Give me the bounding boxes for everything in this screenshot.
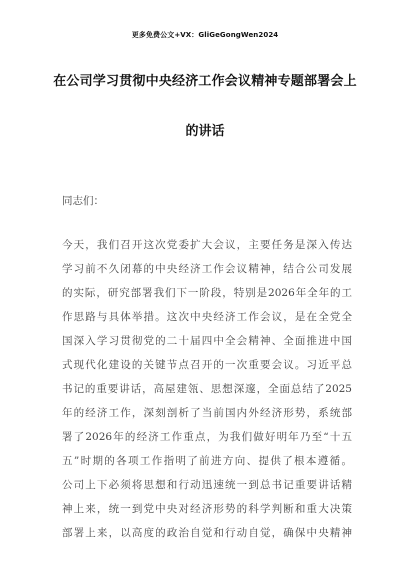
body-line: 神上来，统一到党中央对经济形势的科学判断和重大决策: [62, 503, 352, 515]
body-line: 书记的重要讲话，高屋建瓴、思想深邃，全面总结了2025: [62, 383, 352, 395]
document-title-line-1: 在公司学习贯彻中央经济工作会议精神专题部署会上: [53, 74, 357, 89]
body-line: 的实际，研究部署我们下一阶段，特别是2026年全年的工: [62, 287, 352, 299]
body-line: 国深入学习贯彻党的二十届四中全会精神、全面推进中国: [62, 335, 352, 347]
salutation: 同志们：: [62, 195, 104, 207]
body-line: 学习前不久闭幕的中央经济工作会议精神，结合公司发展: [62, 263, 352, 275]
body-line: 今天，我们召开这次党委扩大会议，主要任务是深入传达: [62, 239, 352, 251]
body-line: 作思路与具体举措。这次中央经济工作会议，是在全党全: [62, 311, 352, 323]
body-line: 年的经济工作，深刻剖析了当前国内外经济形势，系统部: [62, 407, 352, 419]
header-note: 更多免费公文+VX：GliGeGongWen2024: [131, 31, 279, 39]
document-title-line-2: 的讲话: [185, 124, 225, 139]
body-line: 公司上下必须将思想和行动迅速统一到总书记重要讲话精: [62, 479, 352, 491]
body-line: 五”时期的各项工作指明了前进方向、提供了根本遵循。: [62, 455, 352, 467]
body-line: 式现代化建设的关键节点召开的一次重要会议。习近平总: [62, 359, 352, 371]
body-line: 部署上来，以高度的政治自觉和行动自觉，确保中央精神: [62, 527, 352, 539]
body-line: 署了2026年的经济工作重点，为我们做好明年乃至“十五: [62, 431, 352, 443]
